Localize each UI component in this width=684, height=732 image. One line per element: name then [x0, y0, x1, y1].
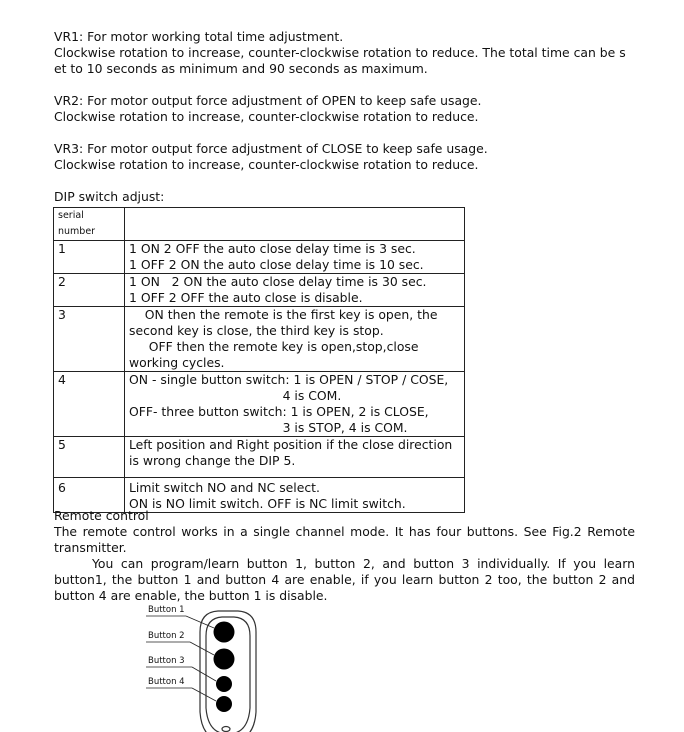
description-cell [125, 437, 465, 478]
serial-number-header: serial number [54, 208, 125, 241]
remote-outer-outline [200, 611, 256, 732]
leader-line-2-diag [190, 642, 214, 655]
row-line: 1 OFF 2 ON the auto close delay time is 10 sec. [129, 257, 424, 272]
row-line: Left position and Right position if the close direction [129, 437, 453, 452]
row-line: 3 is STOP, 4 is COM. [129, 420, 408, 435]
remote-inner-outline [206, 617, 250, 732]
serial-cell: 2 [54, 274, 125, 307]
row-line: Limit switch NO and NC select. [129, 480, 320, 495]
table-header-row [54, 208, 465, 241]
remote-button-2 [214, 649, 235, 670]
vr3-title: VR3: For motor output force adjustment of CLOSE to keep safe usage. [54, 141, 488, 156]
row-line: ON then the remote is the first key is open, the [129, 307, 438, 322]
description-cell [125, 241, 465, 274]
vr3-line2: Clockwise rotation to increase, counter-clockwise rotation to reduce. [54, 157, 479, 172]
leader-line-1-diag [186, 616, 214, 628]
button-4-label: Button 4 [148, 677, 185, 687]
row-line: OFF then the remote key is open,stop,close [129, 339, 419, 354]
table-row [54, 307, 465, 372]
serial-cell: 4 [54, 372, 125, 437]
serial-cell: 1 [54, 241, 125, 274]
remote-para2: You can program/learn button 1, button 2, and button 3 individually. If you learn button1, the button 1 and button 4 are enable, if you learn button 2 too, the button 2 and button 4 are enable, the button 1 is disable. [54, 556, 635, 603]
description-header [125, 208, 465, 241]
row-line: 1 ON 2 OFF the auto close delay time is 3 sec. [129, 241, 416, 256]
row-line: 1 ON 2 ON the auto close delay time is 30 sec. [129, 274, 427, 289]
serial-cell: 6 [54, 478, 125, 513]
table-row [54, 274, 465, 307]
button-1-label: Button 1 [148, 605, 185, 615]
remote-para1: The remote control works in a single channel mode. It has four buttons. See Fig.2 Remote transmitter. [54, 524, 635, 555]
description-cell [125, 372, 465, 437]
vr1-title: VR1: For motor working total time adjustment. [54, 29, 344, 44]
dip-table [53, 207, 465, 513]
vr1-line3: et to 10 seconds as minimum and 90 seconds as maximum. [54, 61, 428, 76]
remote-button-4 [216, 696, 232, 712]
remote-button-3 [216, 676, 232, 692]
vr1-line2: Clockwise rotation to increase, counter-clockwise rotation to reduce. The total time can be s [54, 45, 626, 60]
row-line: OFF- three button switch: 1 is OPEN, 2 is CLOSE, [129, 404, 429, 419]
remote-button-1 [214, 622, 235, 643]
remote-keyring-hole [222, 727, 230, 732]
description-cell [125, 307, 465, 372]
row-line: 4 is COM. [129, 388, 342, 403]
serial-cell: 3 [54, 307, 125, 372]
row-line: second key is close, the third key is stop. [129, 323, 384, 338]
leader-line-4-diag [192, 688, 216, 701]
leader-line-3-diag [192, 667, 216, 681]
remote-title: Remote control [54, 508, 149, 523]
button-2-label: Button 2 [148, 631, 185, 641]
button-3-label: Button 3 [148, 656, 185, 666]
description-cell [125, 274, 465, 307]
row-line: 1 OFF 2 OFF the auto close is disable. [129, 290, 363, 305]
vr2-line2: Clockwise rotation to increase, counter-clockwise rotation to reduce. [54, 109, 479, 124]
description-cell [125, 478, 465, 513]
vr2-title: VR2: For motor output force adjustment of OPEN to keep safe usage. [54, 93, 482, 108]
table-row [54, 372, 465, 437]
table-row [54, 241, 465, 274]
row-line: ON is NO limit switch. OFF is NC limit switch. [129, 496, 406, 511]
dip-title: DIP switch adjust: [54, 189, 165, 204]
row-line: ON - single button switch: 1 is OPEN / STOP / COSE, [129, 372, 449, 387]
row-line: is wrong change the DIP 5. [129, 453, 296, 468]
row-line: working cycles. [129, 355, 225, 370]
table-row [54, 437, 465, 478]
serial-cell: 5 [54, 437, 125, 478]
